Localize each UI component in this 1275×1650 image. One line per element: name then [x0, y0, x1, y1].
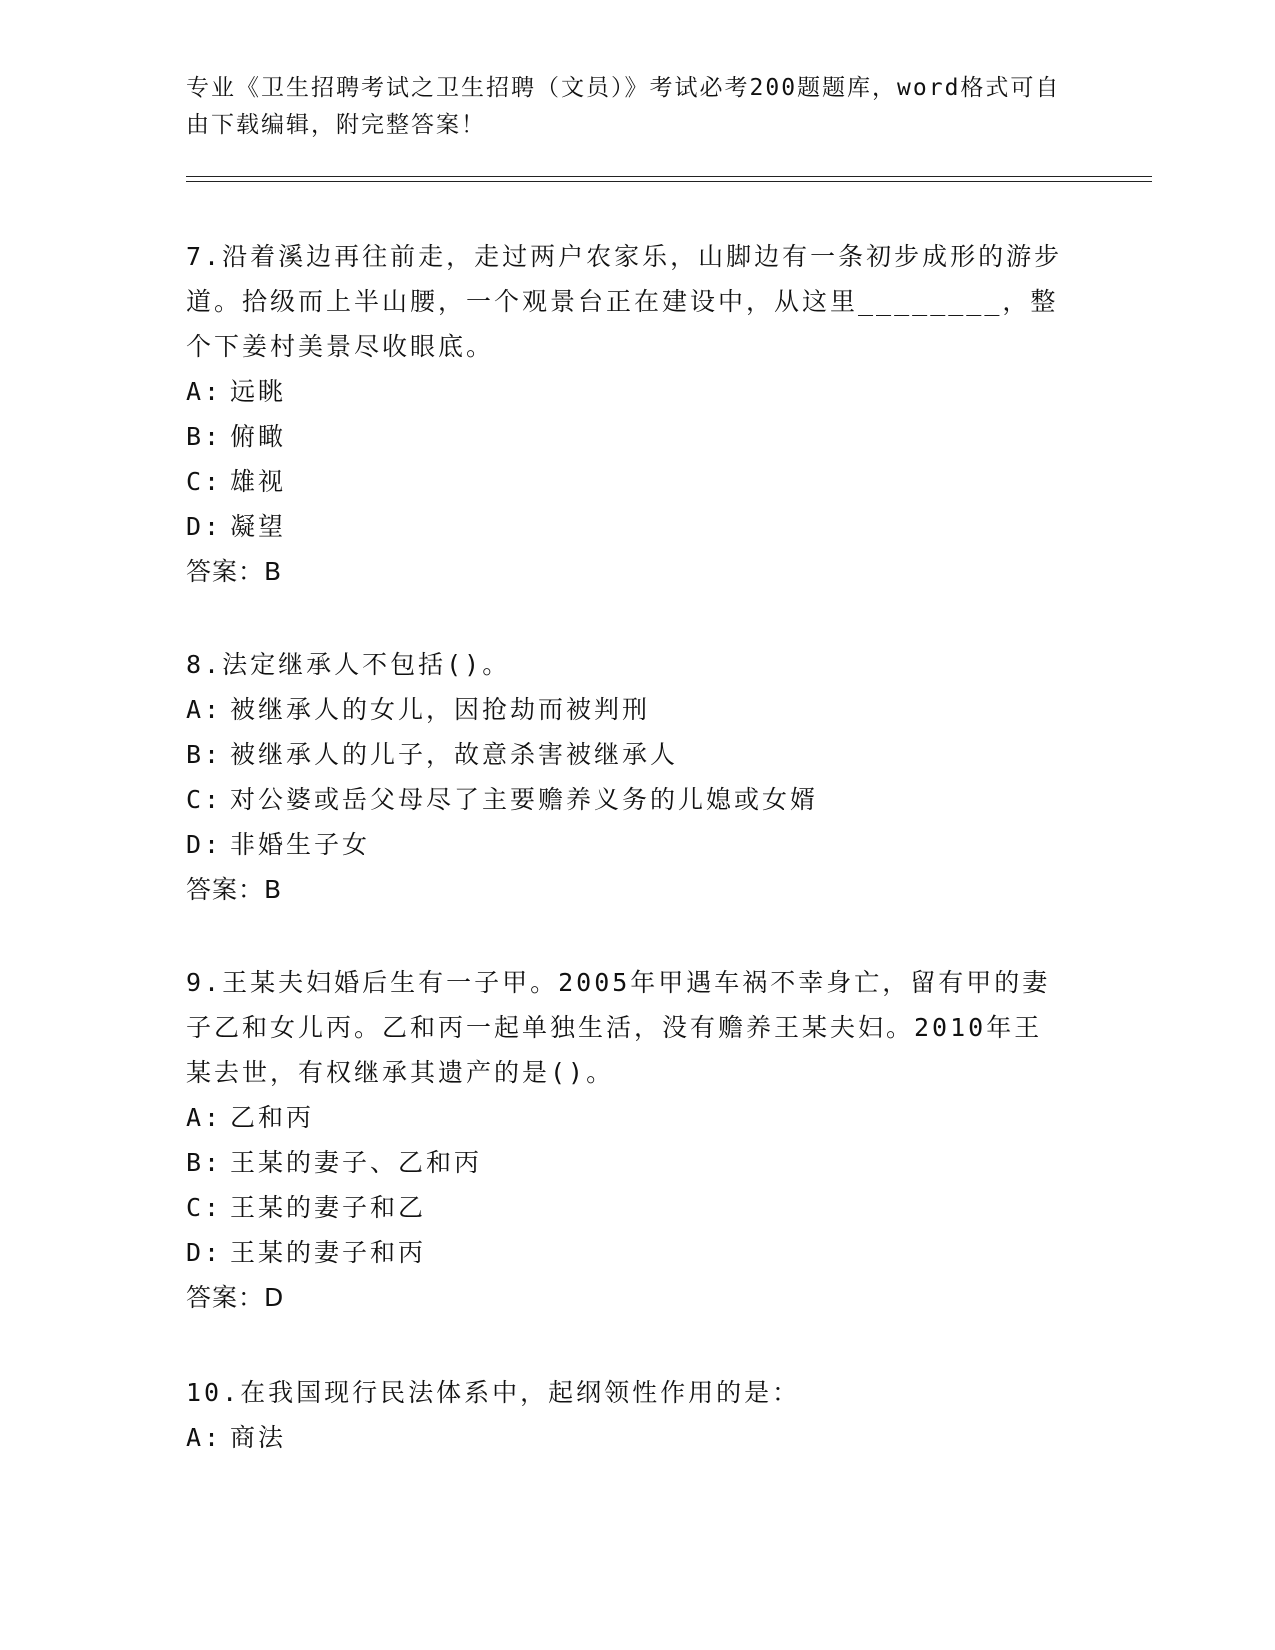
option-key: D: [186, 830, 223, 859]
question-stem: 7.沿着溪边再往前走，走过两户农家乐，山脚边有一条初步成形的游步道。拾级而上半山腰，一个观景台正在建设中，从这里________，整个下姜村美景尽收眼底。 [186, 242, 1063, 361]
option-c [186, 777, 1066, 822]
option-key: B: [186, 422, 223, 451]
option-key: A: [186, 1103, 223, 1132]
option-key: D: [186, 1238, 223, 1267]
option-key: C: [186, 467, 223, 496]
option-text: 商法 [230, 1423, 287, 1452]
option-text: 远眺 [230, 377, 287, 406]
option-b [186, 414, 1066, 459]
option-text: 王某的妻子和乙 [230, 1193, 427, 1222]
option-a [186, 1095, 1066, 1140]
option-key: A: [186, 695, 223, 724]
option-key: D: [186, 512, 223, 541]
option-d [186, 504, 1066, 549]
option-text: 非婚生子女 [230, 830, 371, 859]
option-key: C: [186, 1193, 223, 1222]
option-key: C: [186, 785, 223, 814]
question-stem: 8.法定继承人不包括()。 [186, 650, 511, 679]
option-a [186, 687, 1066, 732]
question-10 [186, 1370, 1066, 1460]
option-a [186, 1415, 1066, 1460]
header-rule-top [186, 176, 1152, 177]
option-text: 乙和丙 [230, 1103, 315, 1132]
option-b [186, 1140, 1066, 1185]
option-text: 被继承人的儿子，故意杀害被继承人 [230, 740, 679, 769]
option-text: 被继承人的女儿，因抢劫而被判刑 [230, 695, 651, 724]
answer-line: 答案：B [186, 557, 283, 586]
question-9 [186, 960, 1066, 1320]
answer-line: 答案：D [186, 1283, 285, 1312]
option-text: 凝望 [230, 512, 287, 541]
question-stem: 10.在我国现行民法体系中，起纲领性作用的是： [186, 1378, 801, 1407]
header-rule-bottom [186, 181, 1152, 182]
option-key: B: [186, 740, 223, 769]
option-text: 对公婆或岳父母尽了主要赡养义务的儿媳或女婿 [230, 785, 819, 814]
option-c [186, 459, 1066, 504]
option-text: 王某的妻子、乙和丙 [230, 1148, 483, 1177]
option-b [186, 732, 1066, 777]
answer-line: 答案：B [186, 875, 283, 904]
option-key: B: [186, 1148, 223, 1177]
option-c [186, 1185, 1066, 1230]
option-key: A: [186, 377, 223, 406]
document-header: 专业《卫生招聘考试之卫生招聘（文员）》考试必考200题题库，word格式可自由下载编辑，附完整答案！ [186, 75, 1061, 138]
option-text: 雄视 [230, 467, 287, 496]
question-8 [186, 642, 1066, 912]
question-7 [186, 234, 1066, 594]
question-stem: 9.王某夫妇婚后生有一子甲。2005年甲遇车祸不幸身亡，留有甲的妻子乙和女儿丙。乙和丙一起单独生活，没有赡养王某夫妇。2010年王某去世，有权继承其遗产的是()。 [186, 968, 1051, 1087]
option-d [186, 822, 1066, 867]
option-d [186, 1230, 1066, 1275]
option-a [186, 369, 1066, 414]
option-text: 俯瞰 [230, 422, 287, 451]
option-text: 王某的妻子和丙 [230, 1238, 427, 1267]
option-key: A: [186, 1423, 223, 1452]
